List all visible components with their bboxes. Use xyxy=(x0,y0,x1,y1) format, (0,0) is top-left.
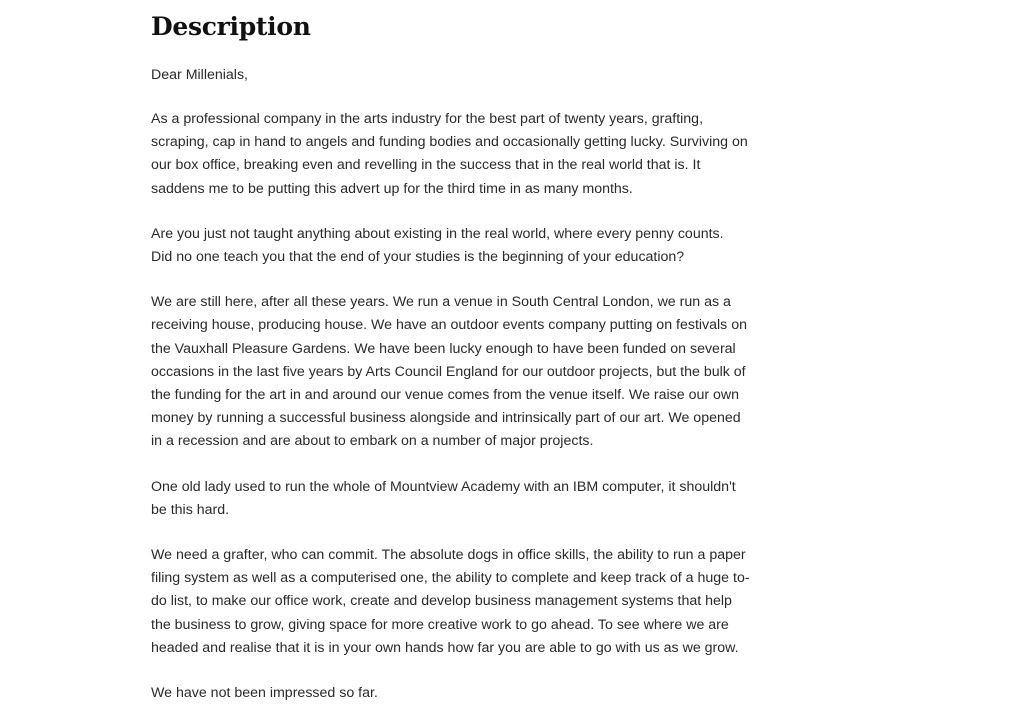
text-line: Are you just not taught anything about existing in the real world, where every penny counts. xyxy=(151,225,724,242)
text-line: We have not been impressed so far. xyxy=(151,685,378,702)
page-title: Description xyxy=(151,12,311,41)
text-line: Did no one teach you that the end of your studies is the beginning of your education? xyxy=(151,249,685,266)
text-line: saddens me to be putting this advert up for the third time in as many months. xyxy=(151,180,633,197)
paragraph-intro xyxy=(151,108,871,201)
text-line: the business to grow, giving space for more creative work to go ahead. To see where we are xyxy=(151,616,729,633)
text-line: One old lady used to run the whole of Mountview Academy with an IBM computer, it shouldn't xyxy=(151,478,736,495)
salutation: Dear Millenials, xyxy=(151,67,248,83)
text-line: the funding for the art in and around our venue comes from the venue itself. We raise our own xyxy=(151,387,740,404)
text-line: We are still here, after all these years. We run a venue in South Central London, we run as a xyxy=(151,294,731,311)
text-line: filing system as well as a computerised one, the ability to complete and keep track of a huge to- xyxy=(151,570,750,587)
paragraph-company-background xyxy=(151,291,871,453)
text-line: in a recession and are about to embark on a number of major projects. xyxy=(151,433,594,450)
text-line: occasions in the last five years by Arts Council England for our outdoor projects, but the bulk of xyxy=(151,363,746,380)
text-line: We need a grafter, who can commit. The absolute dogs in office skills, the ability to run a paper xyxy=(151,547,746,564)
paragraph-requirements xyxy=(151,544,871,660)
text-line: receiving house, producing house. We have an outdoor events company putting on festivals on xyxy=(151,317,747,334)
description-document xyxy=(151,10,871,705)
text-line: headed and realise that it is in your own hands how far you are able to go with us as we grow. xyxy=(151,639,739,656)
text-line: the Vauxhall Pleasure Gardens. We have been lucky enough to have been funded on several xyxy=(151,340,736,357)
text-line: As a professional company in the arts industry for the best part of twenty years, grafting, xyxy=(151,111,704,127)
text-line: our box office, breaking even and revelling in the success that in the real world that is. It xyxy=(151,157,701,174)
paragraph-question xyxy=(151,223,871,269)
text-line: be this hard. xyxy=(151,501,230,518)
text-line: do list, to make our office work, create and develop business management systems that help xyxy=(151,593,732,610)
paragraph-anecdote xyxy=(151,476,871,522)
text-line: scraping, cap in hand to angels and funding bodies and occasionally getting lucky. Surviving on xyxy=(151,134,748,151)
text-line: money by running a successful business alongside and intrinsically part of our art. We opened xyxy=(151,410,741,427)
